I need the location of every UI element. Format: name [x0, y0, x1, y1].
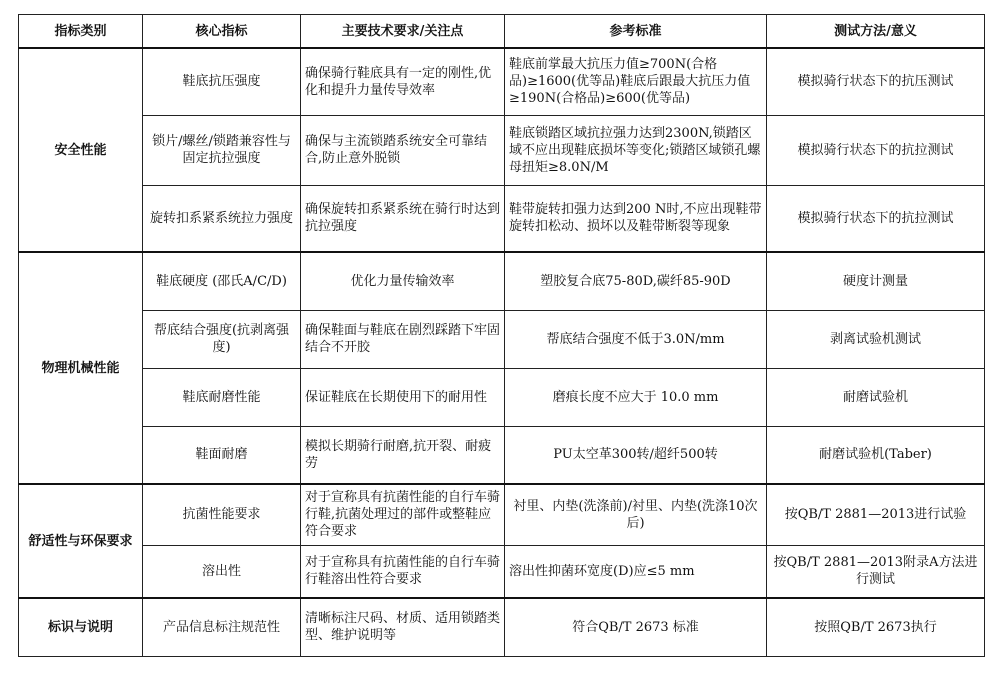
method-cell: 按照QB/T 2673执行: [767, 598, 985, 656]
method-cell: 按QB/T 2881—2013进行试验: [767, 484, 985, 545]
standard-cell: 帮底结合强度不低于3.0N/mm: [505, 310, 767, 368]
standard-cell: 符合QB/T 2673 标准: [505, 598, 767, 656]
standard-cell: 磨痕长度不应大于 10.0 mm: [505, 368, 767, 426]
standard-cell: 鞋带旋转扣强力达到200 N时,不应出现鞋带旋转扣松动、损坏以及鞋带断裂等现象: [505, 185, 767, 252]
indicator-cell: 产品信息标注规范性: [143, 598, 301, 656]
header-indicator: 核心指标: [143, 15, 301, 49]
category-comfort: 舒适性与环保要求: [19, 484, 143, 598]
table-row: [19, 185, 985, 252]
table-row: [19, 484, 985, 545]
indicator-cell: 抗菌性能要求: [143, 484, 301, 545]
standard-cell: 鞋底前掌最大抗压力值≥700N(合格品)≥1600(优等品)鞋底后跟最大抗压力值≥190N(合格品)≥600(优等品): [505, 48, 767, 115]
standards-table: [18, 14, 985, 657]
indicator-cell: 鞋面耐磨: [143, 426, 301, 484]
method-cell: 耐磨试验机(Taber): [767, 426, 985, 484]
requirement-cell: 优化力量传输效率: [301, 252, 505, 310]
indicator-cell: 帮底结合强度(抗剥离强度): [143, 310, 301, 368]
table-row: [19, 545, 985, 598]
requirement-cell: 确保鞋面与鞋底在剧烈踩踏下牢固结合不开胶: [301, 310, 505, 368]
header-category: 指标类别: [19, 15, 143, 49]
table-row: [19, 252, 985, 310]
header-method: 测试方法/意义: [767, 15, 985, 49]
table-row: [19, 48, 985, 115]
requirement-cell: 模拟长期骑行耐磨,抗开裂、耐疲劳: [301, 426, 505, 484]
indicator-cell: 鞋底抗压强度: [143, 48, 301, 115]
requirement-cell: 对于宣称具有抗菌性能的自行车骑行鞋溶出性符合要求: [301, 545, 505, 598]
header-requirement: 主要技术要求/关注点: [301, 15, 505, 49]
method-cell: 模拟骑行状态下的抗拉测试: [767, 115, 985, 185]
requirement-cell: 清晰标注尺码、材质、适用锁踏类型、维护说明等: [301, 598, 505, 656]
category-label: 标识与说明: [19, 598, 143, 656]
table-row: [19, 115, 985, 185]
method-cell: 剥离试验机测试: [767, 310, 985, 368]
method-cell: 硬度计测量: [767, 252, 985, 310]
indicator-cell: 溶出性: [143, 545, 301, 598]
standard-cell: 溶出性抑菌环宽度(D)应≤5 mm: [505, 545, 767, 598]
indicator-cell: 旋转扣系紧系统拉力强度: [143, 185, 301, 252]
indicator-cell: 鞋底硬度 (邵氏A/C/D): [143, 252, 301, 310]
header-row: [19, 15, 985, 49]
category-physical: 物理机械性能: [19, 252, 143, 484]
requirement-cell: 对于宣称具有抗菌性能的自行车骑行鞋,抗菌处理过的部件或整鞋应符合要求: [301, 484, 505, 545]
indicator-cell: 鞋底耐磨性能: [143, 368, 301, 426]
standard-cell: 塑胶复合底75-80D,碳纤85-90D: [505, 252, 767, 310]
table-row: [19, 368, 985, 426]
table-row: [19, 310, 985, 368]
requirement-cell: 确保骑行鞋底具有一定的刚性,优化和提升力量传导效率: [301, 48, 505, 115]
header-standard: 参考标准: [505, 15, 767, 49]
requirement-cell: 确保旋转扣系紧系统在骑行时达到抗拉强度: [301, 185, 505, 252]
standard-cell: PU太空革300转/超纤500转: [505, 426, 767, 484]
category-safety: 安全性能: [19, 48, 143, 252]
requirement-cell: 确保与主流锁踏系统安全可靠结合,防止意外脱锁: [301, 115, 505, 185]
table-row: [19, 598, 985, 656]
requirement-cell: 保证鞋底在长期使用下的耐用性: [301, 368, 505, 426]
table-row: [19, 426, 985, 484]
standard-cell: 鞋底锁踏区域抗拉强力达到2300N,锁踏区域不应出现鞋底损坏等变化;锁踏区域锁孔螺母扭矩≥8.0N/M: [505, 115, 767, 185]
method-cell: 模拟骑行状态下的抗拉测试: [767, 185, 985, 252]
method-cell: 按QB/T 2881—2013附录A方法进行测试: [767, 545, 985, 598]
indicator-cell: 锁片/螺丝/锁踏兼容性与固定抗拉强度: [143, 115, 301, 185]
standard-cell: 衬里、内垫(洗涤前)/衬里、内垫(洗涤10次后): [505, 484, 767, 545]
method-cell: 模拟骑行状态下的抗压测试: [767, 48, 985, 115]
method-cell: 耐磨试验机: [767, 368, 985, 426]
